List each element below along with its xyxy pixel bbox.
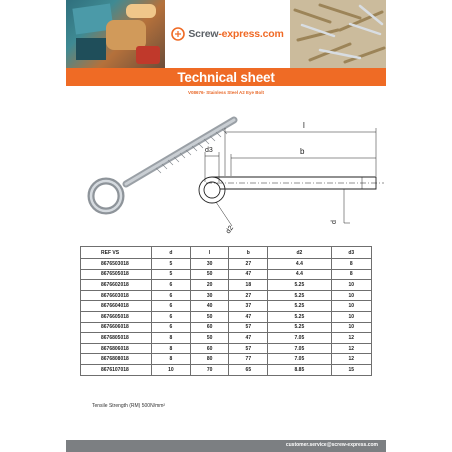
table-row xyxy=(81,333,372,344)
cell-d: 5 xyxy=(152,269,191,280)
cell-d3: 12 xyxy=(331,343,371,354)
table-row xyxy=(81,343,372,354)
cell-d3: 10 xyxy=(331,280,371,291)
cell-d2: 5.25 xyxy=(268,280,331,291)
table-row xyxy=(81,259,372,270)
eye-bolt-technical-drawing xyxy=(199,128,384,226)
screws-pile-image xyxy=(290,0,386,68)
cell-d: 6 xyxy=(152,301,191,312)
cell-ref: 8676602018 xyxy=(81,280,152,291)
header-photo-screws xyxy=(290,0,386,68)
cell-d3: 10 xyxy=(331,290,371,301)
cell-b: 65 xyxy=(229,364,268,375)
header-photo-tools xyxy=(66,0,165,68)
cell-l: 70 xyxy=(190,364,229,375)
cell-l: 20 xyxy=(190,280,229,291)
cell-ref: 8676603018 xyxy=(81,290,152,301)
cell-d2: 4.4 xyxy=(268,269,331,280)
col-header-ref: REF VS xyxy=(81,247,152,259)
cell-d2: 8.85 xyxy=(268,364,331,375)
cell-ref: 8676503018 xyxy=(81,259,152,270)
table-row xyxy=(81,354,372,365)
cell-d3: 12 xyxy=(331,354,371,365)
cell-b: 47 xyxy=(229,333,268,344)
cell-l: 30 xyxy=(190,290,229,301)
cell-d3: 8 xyxy=(331,269,371,280)
table-row xyxy=(81,364,372,375)
cell-d3: 15 xyxy=(331,364,371,375)
cell-d: 8 xyxy=(152,343,191,354)
brand-prefix: Screw xyxy=(188,28,219,40)
cell-d: 5 xyxy=(152,259,191,270)
cell-d: 6 xyxy=(152,322,191,333)
cell-l: 60 xyxy=(190,343,229,354)
brand-logo xyxy=(171,27,283,41)
screw-logo-icon xyxy=(171,27,185,41)
cell-b: 57 xyxy=(229,322,268,333)
table-row xyxy=(81,301,372,312)
cell-d: 8 xyxy=(152,333,191,344)
footer-bar xyxy=(66,440,386,452)
cell-l: 50 xyxy=(190,333,229,344)
specification-table xyxy=(80,246,372,376)
dim-label-d2: d2 xyxy=(224,224,236,236)
col-header-d2: d2 xyxy=(268,247,331,259)
brand-name xyxy=(188,28,283,40)
cell-d3: 10 xyxy=(331,311,371,322)
cell-b: 27 xyxy=(229,259,268,270)
cell-d2: 5.25 xyxy=(268,322,331,333)
cell-d3: 8 xyxy=(331,259,371,270)
table-header-row xyxy=(81,247,372,259)
cell-b: 47 xyxy=(229,311,268,322)
cell-d2: 7.05 xyxy=(268,343,331,354)
table-row xyxy=(81,280,372,291)
cell-b: 27 xyxy=(229,290,268,301)
cell-d: 6 xyxy=(152,311,191,322)
cell-ref: 8676806018 xyxy=(81,343,152,354)
technical-sheet-banner xyxy=(66,68,386,86)
cell-l: 50 xyxy=(190,311,229,322)
cell-d3: 10 xyxy=(331,322,371,333)
cell-d3: 10 xyxy=(331,301,371,312)
cell-ref: 8676107018 xyxy=(81,364,152,375)
table-row xyxy=(81,322,372,333)
cell-d: 6 xyxy=(152,290,191,301)
table-row xyxy=(81,311,372,322)
cell-d3: 12 xyxy=(331,333,371,344)
dim-label-b: b xyxy=(300,147,305,156)
cell-d: 10 xyxy=(152,364,191,375)
cell-d2: 4.4 xyxy=(268,259,331,270)
cell-d2: 7.05 xyxy=(268,333,331,344)
dim-label-l: l xyxy=(303,121,305,130)
table-row xyxy=(81,269,372,280)
product-subtitle: V08676- Stainless Steel A2 Eye Bolt xyxy=(187,90,265,95)
cell-d2: 5.25 xyxy=(268,311,331,322)
cell-b: 47 xyxy=(229,269,268,280)
cell-l: 80 xyxy=(190,354,229,365)
col-header-d3: d3 xyxy=(331,247,371,259)
cell-d: 8 xyxy=(152,354,191,365)
cell-d: 6 xyxy=(152,280,191,291)
cell-b: 57 xyxy=(229,343,268,354)
cell-b: 77 xyxy=(229,354,268,365)
table-row xyxy=(81,290,372,301)
cell-ref: 8676605018 xyxy=(81,311,152,322)
cell-l: 50 xyxy=(190,269,229,280)
product-drawing-area xyxy=(66,98,386,248)
footer-email[interactable]: customer.service@screw-express.com xyxy=(285,442,378,448)
cell-ref: 8676604018 xyxy=(81,301,152,312)
tensile-strength-note: Tensile Strength (RM) 500N/mm² xyxy=(92,403,166,409)
cell-ref: 8676805018 xyxy=(81,333,152,344)
header-logo-area xyxy=(165,0,290,68)
cell-b: 18 xyxy=(229,280,268,291)
col-header-b: b xyxy=(229,247,268,259)
eye-bolt-photo xyxy=(91,120,234,211)
cell-d2: 7.05 xyxy=(268,354,331,365)
cell-l: 40 xyxy=(190,301,229,312)
dim-label-d: d xyxy=(331,220,338,224)
cell-ref: 8676808018 xyxy=(81,354,152,365)
cell-l: 60 xyxy=(190,322,229,333)
brand-suffix: -express.com xyxy=(218,28,284,40)
col-header-d: d xyxy=(152,247,191,259)
cell-ref: 8676606018 xyxy=(81,322,152,333)
col-header-l: l xyxy=(190,247,229,259)
cell-d2: 5.25 xyxy=(268,290,331,301)
banner-title: Technical sheet xyxy=(177,69,275,85)
cell-d2: 5.25 xyxy=(268,301,331,312)
cell-b: 37 xyxy=(229,301,268,312)
cell-l: 30 xyxy=(190,259,229,270)
dim-label-d3: d3 xyxy=(205,147,213,154)
cell-ref: 8676505018 xyxy=(81,269,152,280)
